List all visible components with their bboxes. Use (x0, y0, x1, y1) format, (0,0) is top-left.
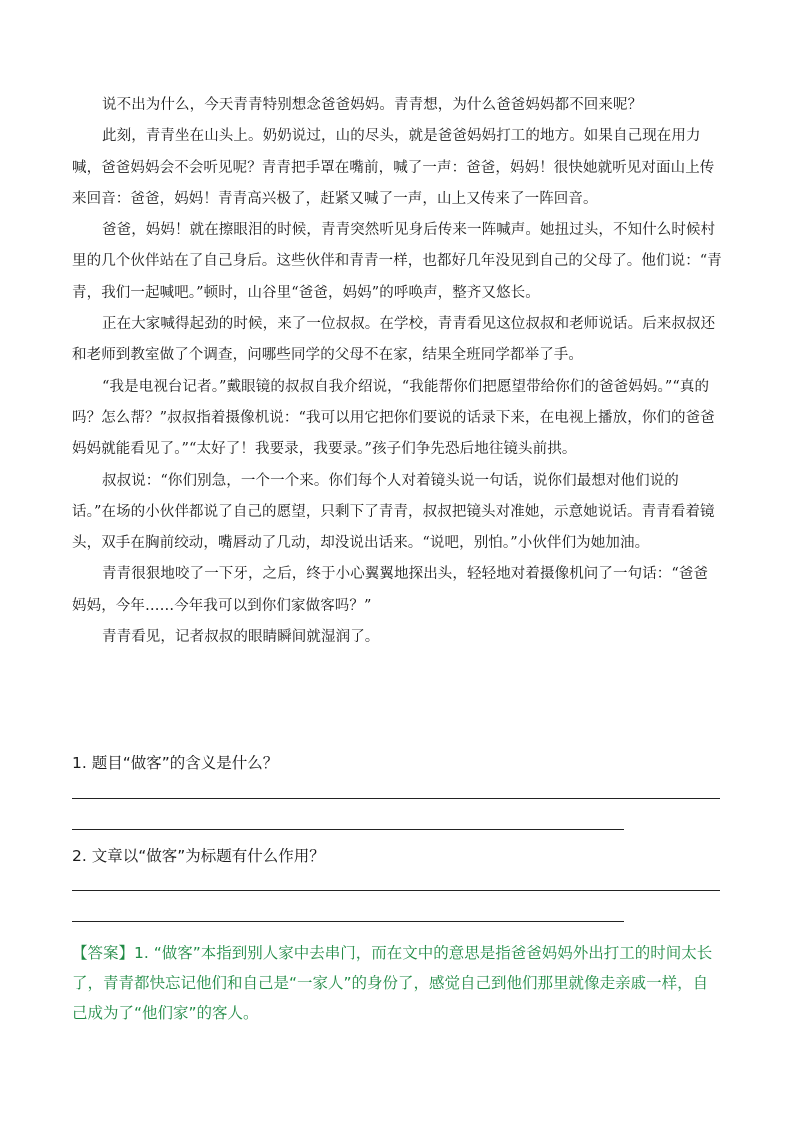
story-paragraph: 叔叔说：“你们别急，一个一个来。你们每个人对着镜头说一句话，说你们最想对他们说的话。”在场的小伙伴都说了自己的愿望，只剩下了青青，叔叔把镜头对准她，示意她说话。青青看着镜头，双手在胸前绞动，嘴唇动了几动，却没说出话来。“说吧，别怕。”小伙伴们为她加油。 (72, 472, 715, 552)
answer-line (72, 829, 624, 830)
story-paragraph: 青青很狠地咬了一下牙，之后，终于小心翼翼地探出头，轻轻地对着摄像机问了一句话：“爸爸妈妈，今年……今年我可以到你们家做客吗？” (72, 566, 709, 614)
story-paragraph: 正在大家喊得起劲的时候，来了一位叔叔。在学校，青青看见这位叔叔和老师说话。后来叔叔还和老师到教室做了个调查，问哪些同学的父母不在家，结果全班同学都举了手。 (72, 316, 716, 364)
story-paragraph: 说不出为什么，今天青青特别想念爸爸妈妈。青青想，为什么爸爸妈妈都不回来呢？ (102, 97, 643, 113)
answer-line (72, 890, 720, 891)
answer-tag: 【答案】 (72, 944, 135, 962)
question-2: 2. 文章以“做客”为标题有什么作用？ (72, 847, 325, 865)
answer-text: 1. “做客”本指到别人家中去串门，而在文中的意思是指爸爸妈妈外出打工的时间太长了，青青都快忘记他们和自己是“一家人”的身份了，感觉自己到他们那里就像走亲戚一样，自己成为了“他们家”的客人。 (72, 944, 713, 1022)
answer-block (72, 938, 722, 1028)
story-paragraph: “我是电视台记者。”戴眼镜的叔叔自我介绍说，“我能帮你们把愿望带给你们的爸爸妈妈。”“真的吗？怎么帮？”叔叔指着摄像机说：“我可以用它把你们要说的话录下来，在电视上播放，你们的爸爸妈妈就能看见了。”“太好了！我要录，我要录。”孩子们争先恐后地往镜头前拱。 (72, 378, 715, 458)
story-paragraph: 爸爸，妈妈！就在擦眼泪的时候，青青突然听见身后传来一阵喊声。她扭过头，不知什么时候村里的几个伙伴站在了自己身后。这些伙伴和青青一样，也都好几年没见到自己的父母了。他们说：“青青，我们一起喊吧。”顿时，山谷里“爸爸，妈妈”的呼唤声，整齐又悠长。 (72, 222, 722, 301)
story-paragraph: 青青看见，记者叔叔的眼睛瞬间就湿润了。 (102, 629, 380, 646)
story-paragraph: 此刻，青青坐在山头上。奶奶说过，山的尽头，就是爸爸妈妈打工的地方。如果自己现在用力喊，爸爸妈妈会不会听见呢？青青把手罩在嘴前，喊了一声：爸爸，妈妈！很快她就听见对面山上传来回音：爸爸，妈妈！青青高兴极了，赶紧又喊了一声，山上又传来了一阵回音。 (72, 128, 715, 207)
question-1: 1. 题目“做客”的含义是什么？ (72, 754, 279, 772)
answer-line (72, 921, 624, 922)
answer-line (72, 798, 720, 799)
story-text (72, 90, 722, 653)
